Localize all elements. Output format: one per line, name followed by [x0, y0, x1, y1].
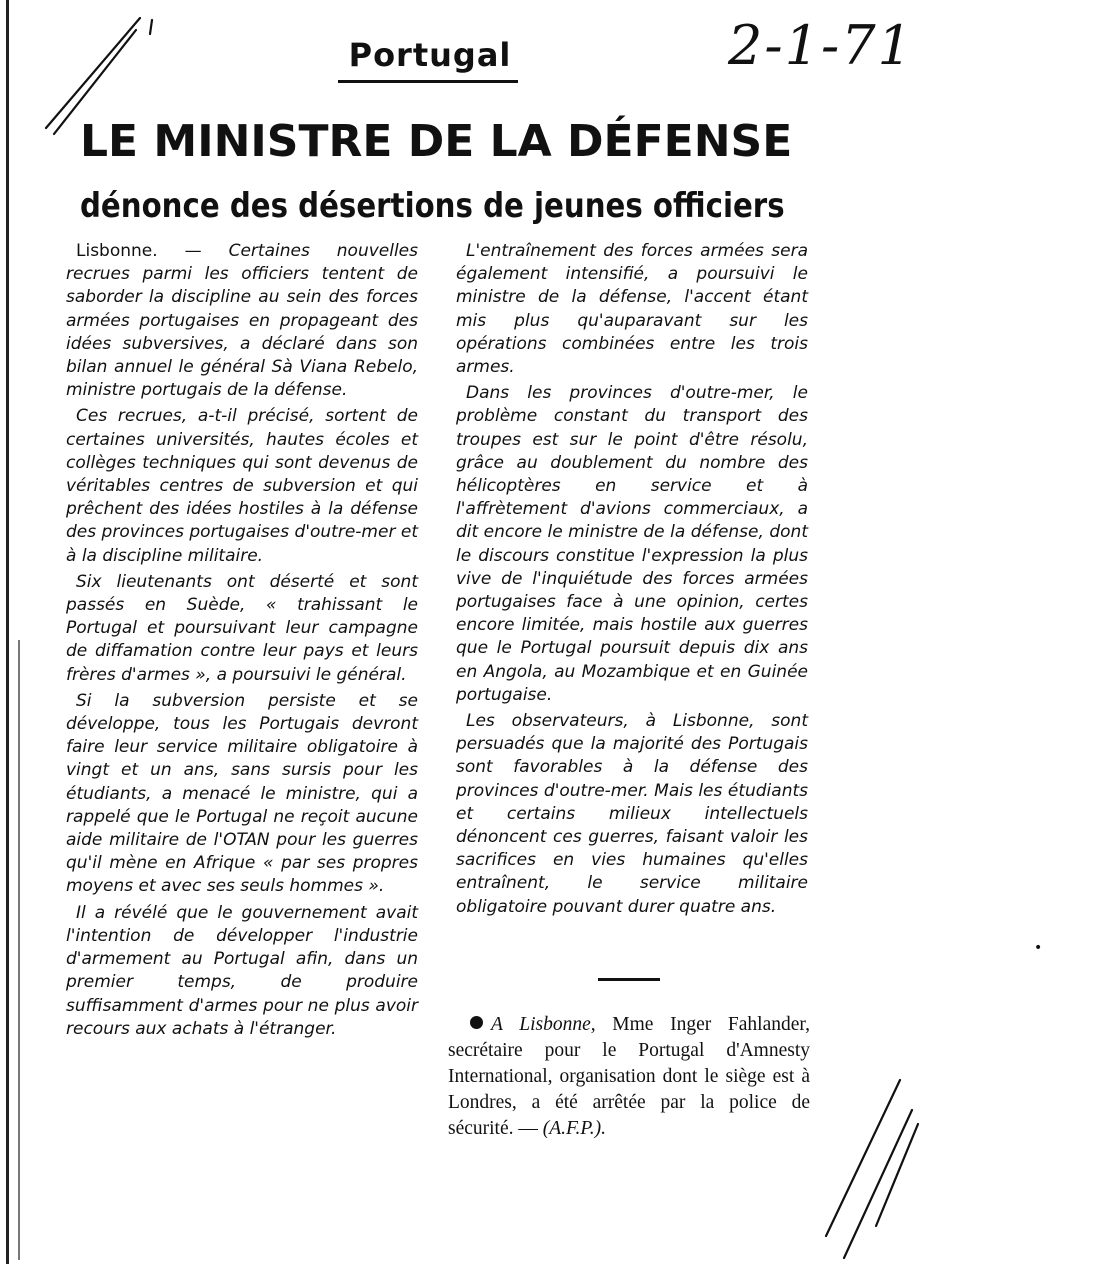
article-paragraph: Dans les provinces d'outre-mer, le problème constant du transport des troupes est sur le point d'être résolu, grâce au doublement du nombre des hélicoptères en service et à l'affrètement d'avions commerciaux, a dit encore le ministre de la défense, dont le discours constitue l'expression la plus vive de l'inquiétude des forces armées portugaises face à une opinion, certes encore limitée, mais hostile aux guerres que le Portugal poursuit depuis dix ans en Angola, au Mozambique et en Guinée portugaise. — [456, 383, 808, 705]
brief-text: Mme Inger Fahlander, secrétaire pour le Portugal d'Amnesty International, organisation dont le siège est à Londres, a été arrêtée par la police de sécurité. — — [448, 1014, 810, 1139]
stray-mark: • — [1034, 940, 1043, 956]
brief-place: A Lisbonne, — [491, 1014, 596, 1035]
headline: LE MINISTRE DE LA DÉFENSE — [80, 116, 793, 167]
article-paragraph: L'entraînement des forces armées sera également intensifié, a poursuivi le ministre de la défense, l'accent étant mis plus qu'auparavant sur les opérations combinées entre les trois armes. — [456, 241, 808, 378]
section-divider — [598, 978, 660, 981]
article-paragraph: Si la subversion persiste et se développe, tous les Portugais devront faire leur service militaire obligatoire à vingt et un ans, sans sursis pour les étudiants, a menacé le ministre, qui a rappelé que le Portugal ne reçoit aucune aide militaire de l'OTAN pour les guerres qu'il mène en Afrique « par ses propres moyens et avec ses seuls hommes ». — [66, 690, 418, 897]
handwritten-date: 2-1-71 — [728, 14, 914, 77]
pen-stroke-top-left-1 — [46, 18, 140, 128]
article-paragraph: Six lieutenants ont déserté et sont passés en Suède, « trahissant le Portugal et poursuivant leur campagne de diffamation contre leur pays et leurs frères d'armes », a poursuivi le général. — [66, 571, 418, 685]
article-paragraph: Lisbonne. — Certaines nouvelles recrues parmi les officiers tentent de saborder la discipline au sein des forces armées portugaises en propageant des idées subversives, a déclaré dans son bilan annuel le général Sà Viana Rebelo, ministre portugais de la défense. — [66, 241, 419, 401]
article-paragraph: Les observateurs, à Lisbonne, sont persuadés que la majorité des Portugais sont favorables à la défense des provinces d'outre-mer. Mais les étudiants et certains milieux intellectuels dénoncent ces guerres, faisant valoir les sacrifices en vies humaines qu'elles entraînent, le service militaire obligatoire pouvant durer quatre ans. — [456, 711, 808, 917]
article-column-right — [456, 240, 808, 922]
article-paragraph: Ces recrues, a-t-il précisé, sortent de certaines universités, hautes écoles et collèges techniques qui sont devenus de véritables centres de subversion et qui prêchent des idées hostiles à la défense des provinces portugaises d'outre-mer et à la discipline militaire. — [66, 406, 418, 566]
dateline: Lisbonne. — — [76, 241, 202, 261]
pen-stroke-bottom-right-2 — [844, 1110, 912, 1258]
news-brief — [448, 1012, 810, 1142]
section-kicker: Portugal — [348, 36, 512, 74]
article-paragraph: Il a révélé que le gouvernement avait l'intention de développer l'industrie d'armement au Portugal afin, dans un premier temps, de produire suffisamment d'armes pour ne plus avoir recours aux achats à l'étranger. — [66, 902, 418, 1039]
kicker-underline — [338, 80, 518, 83]
article-column-left — [66, 240, 418, 1044]
brief-agency: (A.F.P.). — [542, 1118, 606, 1139]
subheadline: dénonce des désertions de jeunes officiers — [80, 186, 785, 226]
pen-stroke-top-left-3 — [150, 20, 152, 34]
bullet-icon — [470, 1016, 483, 1029]
